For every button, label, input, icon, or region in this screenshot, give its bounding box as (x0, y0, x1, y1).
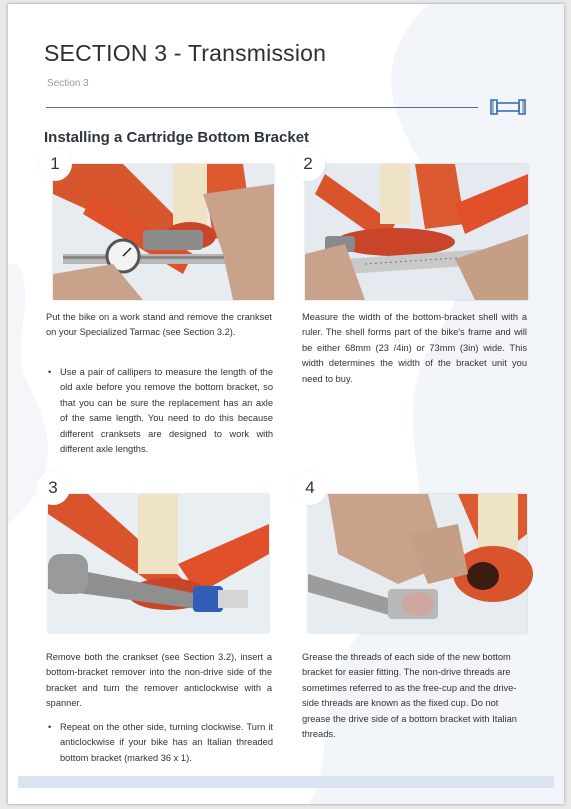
step-3-text: Remove both the crankset (see Section 3.2), insert a bottom-bracket remover into the non-drive side of the bracket and turn the remover anticlockwise with a spanner. (46, 652, 272, 709)
step-3-bullet (48, 720, 273, 766)
step-2-number: 2 (291, 147, 325, 181)
step-2-photo (305, 164, 528, 300)
step-4-text: Grease the threads of each side of the new bottom bracket for easier fitting. The non-drive threads are sometimes referred to as the free-cup and the drive-side threads are known as the fixed cup. Do not grease the drive side of a bottom bracket with Italian threads. (302, 652, 517, 740)
step-1-bullet-text: Use a pair of callipers to measure the length of the old axle before you remove the bottom bracket, so that you can be sure the replacement has an axle of the same length. You need to do this because different cranksets are designed to work with different axle lengths. (60, 367, 273, 455)
footer-bar (18, 776, 554, 788)
step-1-number: 1 (38, 147, 72, 181)
document-page (8, 4, 564, 804)
step-1-bullet (48, 365, 273, 477)
step-3-number: 3 (36, 471, 70, 505)
bullet-dot: • (48, 367, 52, 377)
step-1-photo (53, 164, 274, 300)
page-subtitle: Section 3 (47, 78, 89, 89)
step-4-photo (308, 494, 527, 633)
step-2-text: Measure the width of the bottom-bracket shell with a ruler. The shell forms part of the bike's frame and will be either 68mm (23 /4in) or 73mm (3in) wide. This width determines the width of the bracket unit you need to buy. (302, 312, 527, 384)
bottom-bracket-icon (490, 97, 526, 117)
step-3-photo (48, 494, 269, 633)
page-title: SECTION 3 - Transmission (44, 40, 327, 66)
section-heading: Installing a Cartridge Bottom Bracket (44, 129, 310, 146)
step-1-text: Put the bike on a work stand and remove the crankset on your Specialized Tarmac (see Section 3.2). (46, 312, 272, 338)
bullet-dot: • (48, 722, 52, 732)
step-3-bullet-text: Repeat on the other side, turning clockwise. Turn it anticlockwise if your bike has an Italian threaded bottom bracket (marked 36 x 1). (60, 722, 273, 763)
header-rule (46, 107, 478, 108)
step-4-number: 4 (293, 471, 327, 505)
